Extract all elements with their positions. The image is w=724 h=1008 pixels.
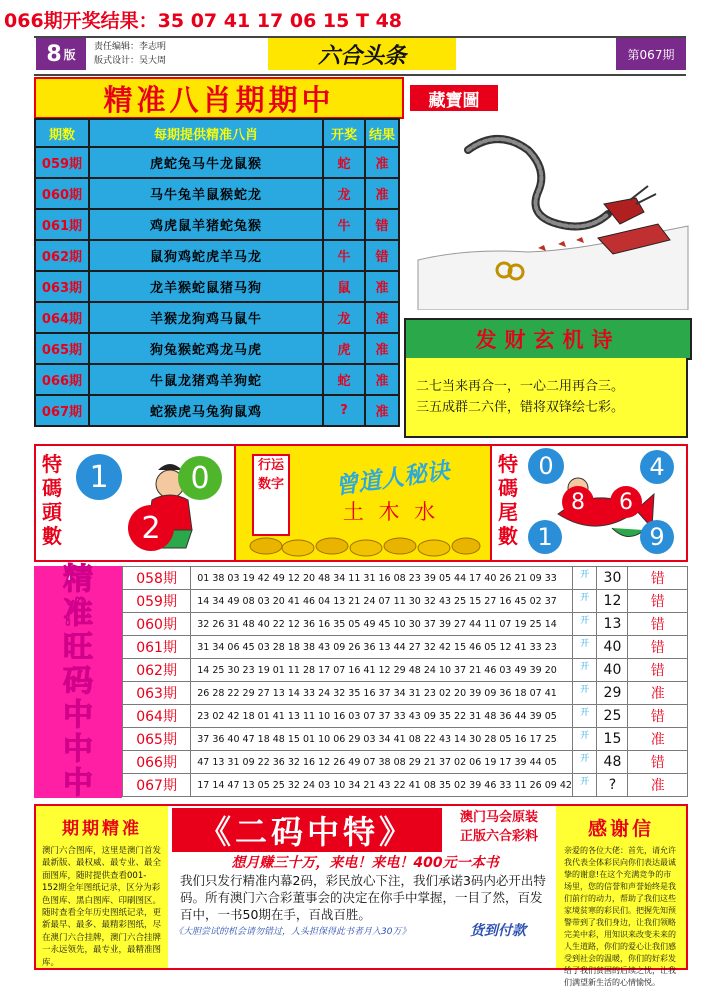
label-char: 特 — [42, 452, 62, 476]
numbers-cell: 32 26 31 48 40 22 12 36 16 35 05 49 45 10 30 37 39 27 44 11 07 19 25 14 — [191, 613, 573, 636]
value-cell: ? — [597, 774, 628, 797]
header-zodiacs: 每期提供精准八肖 — [89, 119, 323, 147]
result-cell: 准 — [365, 271, 399, 302]
lucky-number-tag — [252, 454, 290, 536]
value-cell: 13 — [597, 613, 628, 636]
result-cell: 准 — [365, 178, 399, 209]
zodiacs-cell: 鼠狗鸡蛇虎羊马龙 — [89, 240, 323, 271]
value-cell: 15 — [597, 728, 628, 751]
numbers-cell: 26 28 22 29 27 13 14 33 24 32 35 16 37 34 31 23 02 20 39 09 36 18 07 41 — [191, 682, 573, 705]
ball-number: 2 — [141, 510, 161, 546]
draw-result-banner: 066期开奖结果：35 07 41 17 06 15 T 48 — [4, 10, 403, 32]
zeng-secret-panel — [234, 446, 492, 560]
tail-number-label — [496, 452, 520, 548]
draw-cell: 牛 — [323, 240, 365, 271]
tag-char: 字 — [271, 477, 285, 492]
source-line: 正版六合彩料 — [459, 829, 538, 844]
table-row — [123, 590, 688, 613]
period-cell: 063期 — [123, 682, 191, 705]
sidebar-char: 中 — [63, 766, 93, 801]
sidebar-char: 精 — [63, 562, 93, 597]
result-cell: 错 — [628, 567, 688, 590]
sidebar-char: 准 — [63, 596, 93, 631]
thanks-title: 感谢信 — [587, 818, 654, 840]
numbers-cell: 37 36 40 47 18 48 15 01 10 06 29 03 34 41 08 22 43 14 30 28 05 16 17 25 — [191, 728, 573, 751]
five-elements: 土 木 水 — [342, 500, 440, 524]
numbers-cell: 01 38 03 19 42 49 12 20 48 34 11 31 16 08 23 39 05 44 17 40 26 21 09 33 — [191, 567, 573, 590]
table-row — [123, 751, 688, 774]
tail-ball — [610, 486, 642, 518]
ball-number: 4 — [649, 453, 665, 481]
value-cell: 40 — [597, 636, 628, 659]
ball-number: 0 — [190, 460, 210, 496]
draw-cell: 龙 — [323, 178, 365, 209]
result-cell: 准 — [365, 395, 399, 426]
zodiacs-cell: 马牛兔羊鼠猴蛇龙 — [89, 178, 323, 209]
cash-on-delivery: 货到付款 — [470, 923, 526, 939]
period-cell: 067期 — [123, 774, 191, 797]
numbers-cell: 47 13 31 09 22 36 32 16 12 26 49 07 38 08 29 21 37 02 06 19 17 39 44 05 — [191, 751, 573, 774]
open-label-cell: 开 — [572, 567, 597, 590]
ad-promise: 我们只发行精准内幕2码，彩民放心下注，我们承诺3码内必开出特码。所有澳门六合彩董事会的决定在你手中掌握，一目了然，百发百中，一书50期在手，百战百胜。 — [180, 873, 546, 922]
result-cell: 准 — [365, 333, 399, 364]
tail-ball — [528, 448, 564, 484]
zodiacs-cell: 龙羊猴蛇鼠猪马狗 — [89, 271, 323, 302]
editors-credit — [94, 40, 166, 68]
draw-cell: 虎 — [323, 333, 365, 364]
table-row — [35, 271, 399, 302]
table-row — [123, 567, 688, 590]
draw-cell: 蛇 — [323, 364, 365, 395]
table-row — [35, 209, 399, 240]
open-label-cell: 开 — [572, 682, 597, 705]
page-unit: 版 — [63, 47, 76, 62]
period-cell: 063期 — [35, 271, 89, 302]
period-cell: 065期 — [123, 728, 191, 751]
open-label-cell: 开 — [572, 774, 597, 797]
precise-box — [36, 806, 168, 968]
result-cell: 准 — [365, 302, 399, 333]
tag-char: 运 — [271, 458, 285, 473]
gold-ingots-illustration — [246, 528, 484, 558]
tail-ball — [640, 450, 674, 484]
editor-line: 责任编辑：李志明 — [94, 42, 167, 52]
zodiacs-cell: 蛇猴虎马兔狗鼠鸡 — [89, 395, 323, 426]
label-char: 數 — [498, 524, 518, 548]
poem-line-2: 三五成群二六伴，错将双锋绘七彩。 — [416, 400, 625, 415]
label-char: 碼 — [498, 476, 518, 500]
period-cell: 060期 — [35, 178, 89, 209]
tail-ball — [640, 520, 674, 554]
period-cell: 058期 — [123, 567, 191, 590]
thanks-letter-box — [556, 806, 686, 987]
value-cell: 30 — [597, 567, 628, 590]
result-cell: 错 — [628, 636, 688, 659]
zodiacs-cell: 羊猴龙狗鸡马鼠牛 — [89, 302, 323, 333]
numbers-cell: 31 34 06 45 03 28 18 38 43 09 26 36 13 44 27 32 42 15 46 05 12 41 33 23 — [191, 636, 573, 659]
ball-number: 8 — [571, 489, 585, 515]
precise-text: 澳门六合图库，这里是澳门首发最新版、最权威、最专业、最全面图库，随时提供查看001-152期全年图纸记录，区分为彩色图库、黑白图库、印刷图区。随时查看全年历史图纸记录，更新最早、最多、最精彩图纸，尽在澳门六合挂牌，澳门六合挂牌一永远领先，最专业，最精准图库。 — [42, 846, 162, 968]
table-row — [35, 302, 399, 333]
source-line: 澳门马会原装 — [459, 810, 538, 825]
paper-name: 六合头条 — [268, 38, 456, 70]
tail-ball — [562, 486, 594, 518]
period-cell: 062期 — [35, 240, 89, 271]
draw-cell: ? — [323, 395, 365, 426]
numbers-cell: 14 25 30 23 19 01 11 28 17 07 16 41 12 29 48 24 10 37 21 46 03 49 39 20 — [191, 659, 573, 682]
tag-char: 行 — [257, 458, 271, 473]
open-label-cell: 开 — [572, 728, 597, 751]
header-result: 结果 — [365, 119, 399, 147]
draw-cell: 鼠 — [323, 271, 365, 302]
ad-slogan: 想月赚三十万，来电！来电！400元一本书 — [231, 855, 499, 871]
head-ball — [128, 505, 174, 551]
table-row — [35, 178, 399, 209]
table-row — [123, 705, 688, 728]
open-label-cell: 开 — [572, 613, 597, 636]
tail-ball — [528, 520, 562, 554]
value-cell: 25 — [597, 705, 628, 728]
label-char: 頭 — [42, 500, 62, 524]
result-cell: 错 — [365, 209, 399, 240]
period-cell: 064期 — [123, 705, 191, 728]
ball-number: 1 — [537, 523, 553, 551]
secret-title: 曾道人秘诀 — [333, 458, 452, 500]
tag-char: 数 — [257, 477, 271, 492]
head-ball — [178, 456, 222, 500]
value-cell: 48 — [597, 751, 628, 774]
table-row — [35, 147, 399, 178]
result-cell: 错 — [628, 590, 688, 613]
result-cell: 错 — [628, 705, 688, 728]
period-cell: 061期 — [35, 209, 89, 240]
zodiacs-cell: 牛鼠龙猪鸡羊狗蛇 — [89, 364, 323, 395]
result-cell: 错 — [628, 613, 688, 636]
period-cell: 060期 — [123, 613, 191, 636]
eight-zodiac-title: 精准八肖期期中 — [34, 77, 404, 119]
poem-title: 发财玄机诗 — [404, 318, 692, 360]
table-row — [123, 728, 688, 751]
table-row — [35, 364, 399, 395]
ad-footer-note: 《大胆尝试的机会请勿错过，人头担保得此书者月入30万》 — [174, 927, 411, 937]
ball-number: 9 — [649, 523, 665, 551]
label-char: 特 — [498, 452, 518, 476]
numbers-cell: 23 02 42 18 01 41 13 11 10 16 03 07 37 33 43 09 35 22 31 48 36 44 39 05 — [191, 705, 573, 728]
table-row — [35, 333, 399, 364]
result-cell: 错 — [365, 240, 399, 271]
ball-number: 1 — [89, 459, 109, 495]
wang-ma-sidebar — [34, 562, 122, 801]
label-char: 尾 — [498, 500, 518, 524]
open-label-cell: 开 — [572, 751, 597, 774]
open-label-cell: 开 — [572, 636, 597, 659]
result-cell: 错 — [628, 751, 688, 774]
zodiacs-cell: 狗兔猴蛇鸡龙马虎 — [89, 333, 323, 364]
table-row — [123, 682, 688, 705]
label-char: 碼 — [42, 476, 62, 500]
table-row — [123, 613, 688, 636]
numbers-cell: 14 34 49 08 03 20 41 46 04 13 21 24 07 11 30 32 43 25 15 27 16 45 02 37 — [191, 590, 573, 613]
period-cell: 064期 — [35, 302, 89, 333]
value-cell: 12 — [597, 590, 628, 613]
ball-number: 6 — [619, 489, 633, 515]
ball-number: 0 — [538, 452, 554, 480]
source-label — [446, 808, 552, 852]
header-period: 期数 — [35, 119, 89, 147]
open-label-cell: 开 — [572, 705, 597, 728]
designer-line: 版式设计：吴大周 — [94, 56, 167, 66]
open-label-cell: 开 — [572, 659, 597, 682]
page-number: 8 — [46, 41, 62, 67]
result-cell: 准 — [628, 682, 688, 705]
draw-cell: 牛 — [323, 209, 365, 240]
header-draw: 开奖 — [323, 119, 365, 147]
two-code-title: 《二码中特》 — [172, 808, 442, 852]
page-number-badge — [36, 38, 86, 70]
precise-title: 期期精准 — [62, 819, 142, 839]
period-cell: 066期 — [123, 751, 191, 774]
period-cell: 059期 — [123, 590, 191, 613]
label-char: 數 — [42, 524, 62, 548]
result-cell: 准 — [628, 728, 688, 751]
treasure-map-label: 藏寶圖 — [410, 85, 498, 111]
period-cell: 062期 — [123, 659, 191, 682]
table-header-row — [35, 119, 399, 147]
draw-cell: 蛇 — [323, 147, 365, 178]
table-row — [123, 774, 688, 797]
zodiacs-cell: 鸡虎鼠羊猪蛇兔猴 — [89, 209, 323, 240]
result-cell: 准 — [365, 364, 399, 395]
result-cell: 准 — [365, 147, 399, 178]
sidebar-char: 旺 — [63, 630, 93, 665]
zodiacs-cell: 虎蛇兔马牛龙鼠猴 — [89, 147, 323, 178]
sidebar-char: 码 — [63, 664, 93, 699]
period-cell: 067期 — [35, 395, 89, 426]
result-cell: 错 — [628, 659, 688, 682]
numbers-cell: 17 14 47 13 05 25 32 24 03 10 34 21 43 22 41 08 35 02 39 46 33 11 26 09 42 — [191, 774, 573, 797]
table-row — [123, 636, 688, 659]
dragon-illustration — [408, 120, 690, 310]
open-label-cell: 开 — [572, 590, 597, 613]
value-cell: 29 — [597, 682, 628, 705]
result-cell: 准 — [628, 774, 688, 797]
table-row — [123, 659, 688, 682]
poem-line-1: 二七当来再合一，一心二用再合三。 — [416, 379, 625, 394]
period-cell: 061期 — [123, 636, 191, 659]
period-cell: 059期 — [35, 147, 89, 178]
eight-zodiac-table — [34, 118, 400, 427]
head-number-label — [40, 452, 64, 548]
wang-ma-table — [122, 566, 688, 797]
sidebar-char: 中 — [63, 698, 93, 733]
value-cell: 40 — [597, 659, 628, 682]
draw-cell: 龙 — [323, 302, 365, 333]
thanks-text: 亲爱的各位大佬：首先，请允许我代表全体彩民向你们表达最诚挚的谢意!在这个充满竞争的市场里，您的信誉和声誉始终是我们前行的动力，帮助了我们这些家境贫寒的彩民们。把握先知预警带到了我们身边，让我们领略完美中彩，用知识来改变未来的人生道路，你们的爱心让我们感受到社会的温暖，你们的好彩发给了我们贫困的后续之忧，让我们满望新生活的心情愉悦。 — [564, 846, 676, 987]
poem-body — [404, 358, 688, 438]
sidebar-char: 中 — [63, 732, 93, 767]
head-ball — [76, 454, 122, 500]
period-cell: 066期 — [35, 364, 89, 395]
table-row — [35, 395, 399, 426]
issue-number: 第067期 — [616, 38, 686, 70]
period-cell: 065期 — [35, 333, 89, 364]
table-row — [35, 240, 399, 271]
